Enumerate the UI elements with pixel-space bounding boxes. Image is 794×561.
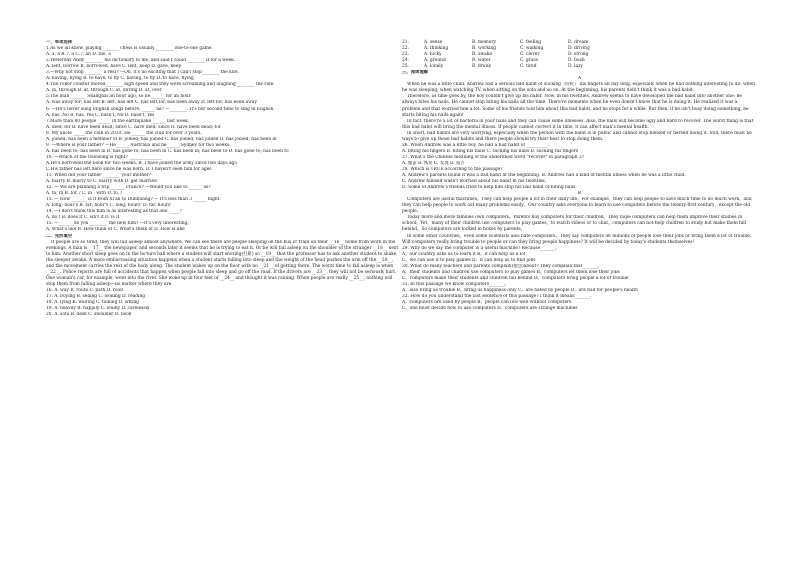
left-column <box>46 40 401 318</box>
question-line: A. to, in B. for, / C. in , with D. to, / <box>46 191 122 197</box>
passage-paragraph: Computers are useful machines。They can help people a lot in their daily life。For example，they can help people to save much time to do much work，and they can help people to work out many problems easily。Our country asks everyone to learn to use computers before the twenty-first century，except the old people。 <box>402 197 752 215</box>
question-line: A. biting his fingers B. biting his nails C. sucking his nails D. sucking his fingers <box>402 148 579 154</box>
question-line: A. long; hour's B. far; hour's C. long; hours' D. far, hours' <box>46 203 172 209</box>
question-line: C.His father has left here since he was born. D. I haven't seen him for ages <box>46 166 212 172</box>
passage-paragraph: In short, bad habits are very worrying, especially when the person with the habit is in public and cannot stop himself or herself doing it. Still, there must be ways to give up these bad habits and there people should try their best to stop doing them. <box>402 130 752 142</box>
question-line: B <box>577 191 582 197</box>
question-line: A. was away for; has left B. left, has left C. has left for, has been away D. left for, has been away <box>46 100 257 106</box>
option-cell: A. thinking <box>424 46 449 52</box>
question-line: A <box>577 76 582 82</box>
option-cell: B. awake <box>472 52 493 58</box>
question-line: 12. — We are planning a trip_______ France? —Would you like to ______ us? <box>46 185 211 191</box>
question-line: A. What's like B. How think of C. What's think of D. How is like <box>46 227 185 233</box>
question-line: A. a, a B. /, a C. /, an D. the, a <box>46 52 111 58</box>
option-cell: B. working <box>472 46 496 52</box>
option-cell: B. drunk <box>472 64 492 70</box>
question-line: 31. In this passage we know computers_______。 <box>402 281 509 287</box>
question-line: A。our country asks us to learn it B。it can help us a lot <box>402 251 526 257</box>
option-cell: B. water <box>472 58 491 64</box>
option-cell: C. walking <box>520 46 544 52</box>
question-line: 28. Which is TRUE according to the passage? <box>402 166 503 172</box>
question-line: A. has been to; has been in B. has gone to; has been in C. has been in; has been to D. has gone to; has been to <box>46 148 289 154</box>
question-line: 18. A. lying B. waiting C. talking D. sitting <box>46 300 139 306</box>
option-cell: D. dream <box>568 40 589 45</box>
question-line: A. has ,No B. has, Yes C. hasn't, No D. hasn't, Yes <box>46 112 155 118</box>
question-line: 29. Why do we say the computer is a useful machine? Because_______。 <box>402 245 560 251</box>
right-column <box>402 40 757 312</box>
question-line: 20. A. sofa B. desk C. shoulder D. book <box>46 312 132 318</box>
cloze-options-table <box>402 40 757 70</box>
question-line: C。one must decide how to use computers D。computers are strange machines <box>402 306 578 312</box>
option-cell: 24. <box>402 58 409 64</box>
option-cell: 21. <box>402 40 409 45</box>
passage-paragraph: When he was a little child, Andrew had a serious bad habit of sucking（咬吮） his fingers all day long, especially when he had nothing interesting to do: when he was sleeping, when watching TV, when sitting on the sofa and so on. At the beginning, his parents didn't think it was a bad habit. <box>402 82 755 94</box>
option-cell: 23. <box>402 52 409 58</box>
passage-paragraph: Today more and more families own computers。Parents buy computers for their children。They hope computers can help them improve their studies in school。Yet，many of their children use computers to play games，to watch videos or to chat。computers can not help children to study but make them fall behind。So computers are locked in boxes by parents。 <box>402 215 747 233</box>
option-cell: C. feeling <box>520 40 542 45</box>
section-heading: 二、完形填空 <box>46 233 73 239</box>
question-line: A. 覆盖 B. 恢复 C. 发现 D. 报告 <box>402 160 465 166</box>
question-line: A. marry B. marry to C. marry with D. get married <box>46 179 157 185</box>
question-line: 30. What do many teachers and parents complain(抱怨)about? They complain that_______。 <box>402 263 602 269</box>
option-cell: D. strong <box>568 52 589 58</box>
passage-paragraph: If people are so tired, they will fall asleep almost anywhere. We can see there are people sleeping on the bus or train on their __16__ home from work in the evenings. A man is __17__ the newspaper, and seconds later it seems that he is trying to eat it. Or he will fall asleep on the shoulder of the stranger __18__ next to him. Another short sleep goes on in the lecture hall where a student will start snoring(打鼾) so __19__ that the professor has to ask another student to shake the sleeper awake. A more embarrassing situation happens when a student starts falling into sleep and the weight of the head pushes the arm off the __20__, and the movement carries the rest of the body along. The student wakes up on the floor with no __21__ of getting there. The worst time to fall asleep is when __22__. Police reports are full of accidents that happen when people fall into sleep and go off the road. If the drivers are __23__, they will not be seriously hurt. One woman's car, for example, went into the river. She woke up in four feet of __24__ and thought it was raining. When people are really __25__, nothing will stop them from falling asleep—no matter where they are. <box>46 239 399 287</box>
section-heading: 一、单项选择 <box>46 40 73 45</box>
question-line: 32. How do you understand the last sentence of this passage? I think it means_______。 <box>402 293 595 299</box>
question-line: A。computers are used by people B。people can live well without computers <box>402 300 572 306</box>
question-line: 13. — How _______ is it from Xi'an to Dunhuang? — It's less than 3 ______ flight. <box>46 197 221 203</box>
option-cell: D. lazy <box>568 64 583 70</box>
question-line: D. Some of Andrew's friends tried to help him stop his bad habit of biting nails. <box>402 185 577 191</box>
question-line: 16. A. way B. route C. path D. road <box>46 287 123 293</box>
question-line: 14. —I don't think this film is as interesting as that one._____? <box>46 209 182 215</box>
option-cell: C. tired <box>520 64 537 70</box>
question-line: 2.Yesterday Andy ________ his dictionary to me, and said I could ________ it for a week. <box>46 58 236 64</box>
question-line: 10. —Which of the following is right? _______________ <box>46 154 162 160</box>
question-line: 8. My uncle _____ the club in 2010. He ______ the club for over 3 years. <box>46 130 202 136</box>
question-line: A。also bring us trouble B。bring us happiness only C。are hated by people D。are bad for people's health <box>402 287 638 293</box>
question-line: 27. What's the Chinese meaning of the underlined word "recover" in paragraph 3? <box>402 154 584 160</box>
question-line: A. in, through B. at, through C. at, during D. at, over <box>46 88 162 94</box>
question-line: A。their students and children use computers to play games B。computers let them lose their jobs <box>402 269 620 275</box>
option-cell: 22. <box>402 46 409 52</box>
question-line: 4.The roller coaster moved________ high speed and they were screaming and laughing ________ the ride. <box>46 82 275 88</box>
question-line: 15. —_______do you ________ the new film? —It's very interesting。 <box>46 221 192 227</box>
question-line: 5.The man _______ Shanghai an hour ago, so he ______ for an hour. <box>46 94 192 100</box>
question-line: 19. A. heavily B. happily C. loudly D. carelessly <box>46 306 150 312</box>
question-line: 9. —Where is your father? —He______ Australia and he______ Sydney for two weeks. <box>46 142 231 148</box>
option-cell: C. clever <box>520 52 540 58</box>
question-line: A. do I B. does it C. isn't it D. is it <box>46 215 120 221</box>
question-line: 6. —He's never sung English songs before, ______ he? —________. It's her second time to sing in English. <box>46 106 275 112</box>
question-line: 7.More than 80 people ______ in the earthquake ______ last week. <box>46 118 190 124</box>
option-cell: D. bush <box>568 58 585 64</box>
question-line: A. died; for B. have been dead; since C. have died; since D. have been dead; for <box>46 124 221 130</box>
option-cell: C. grass <box>520 58 538 64</box>
question-line: C. Andrew himself wasn't worried about his habit in his twenties. <box>402 179 547 185</box>
question-line: 17. A. buying B. selling C. looking D. reading <box>46 293 146 299</box>
option-cell: A. sense <box>424 40 443 45</box>
question-line: A. Andrew's parents found it was a bad habit at the beginning. B. Andrew had a kind of mental illness when he was a little child. <box>402 173 686 179</box>
section-heading: 三、阅读理解 <box>402 70 429 76</box>
question-line: C。computers make their students and children fall behind D。computers bring people a lot of trouble <box>402 275 629 281</box>
question-line: 3.—Why not stop ________ a rest? —Oh, it's no exciting that I can't stop________ the kite. <box>46 70 239 76</box>
question-line: 1.As we all know, playing________ chess is usually ________ one-to-one game. <box>46 46 213 52</box>
passage-paragraph: In some other countries，even some scientists also hate computers。They say computers let millions of people lose their jobs or bring them a lot of trouble。Will computers really bring trouble to people or can they bring people happiness? It will be decided by today's students themselves! <box>402 233 755 245</box>
question-line: C。we can use it to play games D。it can help us to find jobs <box>402 257 536 263</box>
option-cell: A. lucky <box>424 52 442 58</box>
option-cell: A. lonely <box>424 64 444 70</box>
option-cell: D. driving <box>568 46 590 52</box>
question-line: 11. When did your father ________ your mother? <box>46 173 152 179</box>
question-line: A.He's borrowed the book for two weeks. B. I have joined the army since two days ago <box>46 160 237 166</box>
question-line: A. joined; has been a member of B. joined; has joined C. has joined; has joined D. has joined; has been in <box>46 136 277 142</box>
option-cell: B. memory <box>472 40 496 45</box>
passage-paragraph: In fact, there're a lot of bacteria in your nails and they can cause some illnesses. Also, the nails will become ugly and hard to recover. The worst thing is that this bad habit will bring the mental illness. If people cannot correct it in time, it can affect man's mental health. <box>402 118 754 130</box>
question-line: 26. When Andrew was a little boy, he had a bad habit of __________. <box>402 142 550 148</box>
question-line: A. having, flying B. to have, to fly C. having, to fly D. to have, flying <box>46 76 194 82</box>
passage-paragraph: Therefore, as time goes by, the boy couldn't give up his habit. Now, in his twenties, Andrew seems to have developed the bad habit into another one: he always bites his nails. He cannot stop biting his nails all the time. There're moments when he even doesn't know that he is doing it. He realized it was a problem and that worried him a lot. Some of his friends told him about this bad habit, and he stops for a while. But then, if he isn't busy doing something, he starts biting his nails again! <box>402 94 749 118</box>
question-line: A. lent, borrow B. borrowed, have C. lent, keep D. gave, keep <box>46 64 182 70</box>
option-cell: 25. <box>402 64 409 70</box>
option-cell: A. ground <box>424 58 446 64</box>
